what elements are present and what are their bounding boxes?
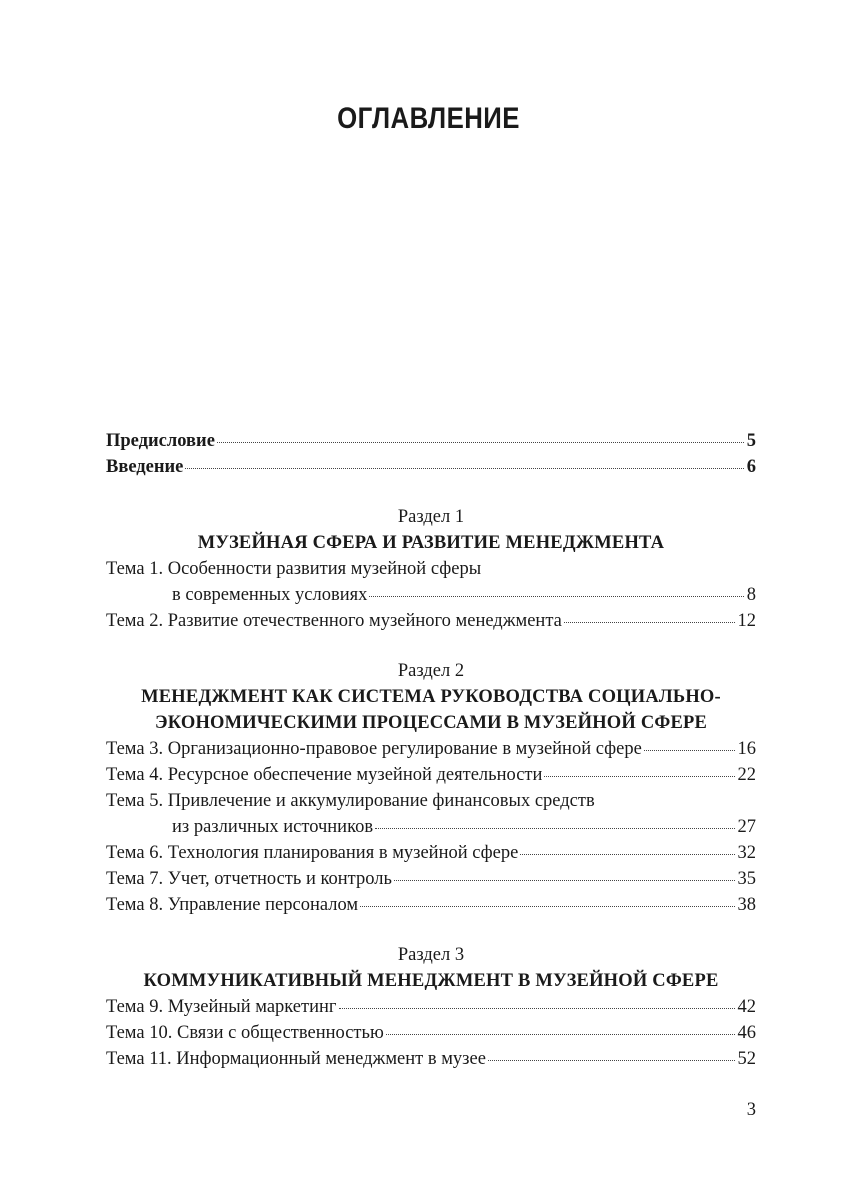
dot-leader [386, 1034, 735, 1035]
toc-entry-page: 16 [737, 739, 756, 759]
dot-leader [185, 468, 743, 469]
spacer [106, 480, 756, 504]
toc-entry-first-line[interactable]: Тема 1. Особенности развития музейной сферы [106, 559, 482, 579]
toc-entry-label: из различных источников [172, 817, 374, 837]
toc-entry-page: 6 [746, 457, 756, 477]
toc-entry-page: 46 [737, 1023, 756, 1043]
dot-leader [564, 622, 735, 623]
toc-entry-label: Тема 7. Учет, отчетность и контроль [106, 869, 392, 889]
spacer [106, 634, 756, 658]
section-number: Раздел 2 [397, 661, 465, 681]
toc-entry[interactable] [106, 892, 756, 918]
toc-entry-label: Тема 3. Организационно-правовое регулирование в музейной сфере [106, 739, 642, 759]
dot-leader [394, 880, 735, 881]
toc-entry[interactable] [106, 582, 756, 608]
toc-entry-label: Введение [106, 457, 184, 477]
toc-entry-page: 27 [737, 817, 756, 837]
toc-entry-page: 32 [737, 843, 756, 863]
dot-leader [360, 906, 734, 907]
dot-leader [488, 1060, 735, 1061]
toc-entry[interactable] [106, 866, 756, 892]
dot-leader [520, 854, 734, 855]
toc-entry-label: Тема 8. Управление персоналом [106, 895, 359, 915]
toc-entry-page: 5 [746, 431, 756, 451]
toc-entry-label: Тема 4. Ресурсное обеспечение музейной деятельности [106, 765, 543, 785]
toc-entry-label: Предисловие [106, 431, 215, 451]
toc-entry-introduction[interactable] [106, 454, 756, 480]
section-title: МЕНЕДЖМЕНТ КАК СИСТЕМА РУКОВОДСТВА СОЦИАЛЬНО- [141, 687, 721, 707]
toc-entry[interactable] [106, 814, 756, 840]
toc-entry-label: Тема 11. Информационный менеджмент в музее [106, 1049, 486, 1069]
toc-entry-label: Тема 10. Связи с общественностью [106, 1023, 384, 1043]
toc-entry-page: 8 [746, 585, 756, 605]
toc-entry-page: 22 [737, 765, 756, 785]
dot-leader [369, 596, 743, 597]
section-title: МУЗЕЙНАЯ СФЕРА И РАЗВИТИЕ МЕНЕДЖМЕНТА [197, 533, 665, 553]
toc-entry-label: Тема 6. Технология планирования в музейной сфере [106, 843, 519, 863]
dot-leader [339, 1008, 735, 1009]
toc-entry[interactable] [106, 1046, 756, 1072]
toc-entry-label: в современных условиях [172, 585, 368, 605]
toc-entry-page: 38 [737, 895, 756, 915]
toc-entry[interactable] [106, 994, 756, 1020]
toc-entry-page: 12 [737, 611, 756, 631]
toc-entry-page: 52 [737, 1049, 756, 1069]
section-title: КОММУНИКАТИВНЫЙ МЕНЕДЖМЕНТ В МУЗЕЙНОЙ СФЕРЕ [143, 971, 719, 991]
spacer [106, 918, 756, 942]
toc-entry[interactable] [106, 762, 756, 788]
toc-entry[interactable] [106, 736, 756, 762]
toc-entry[interactable] [106, 608, 756, 634]
toc-entry[interactable] [106, 1020, 756, 1046]
dot-leader [544, 776, 734, 777]
toc-entry-page: 35 [737, 869, 756, 889]
toc-entry-label: Тема 9. Музейный маркетинг [106, 997, 337, 1017]
section-number: Раздел 1 [397, 507, 465, 527]
page-title: ОГЛАВЛЕНИЕ [337, 102, 520, 135]
section-title: ЭКОНОМИЧЕСКИМИ ПРОЦЕССАМИ В МУЗЕЙНОЙ СФЕРЕ [154, 713, 708, 733]
table-of-contents [106, 428, 756, 1072]
dot-leader [375, 828, 734, 829]
dot-leader [644, 750, 735, 751]
toc-entry-preface[interactable] [106, 428, 756, 454]
page-number: 3 [746, 1100, 756, 1120]
dot-leader [217, 442, 744, 443]
toc-entry-label: Тема 2. Развитие отечественного музейного менеджмента [106, 611, 562, 631]
section-number: Раздел 3 [397, 945, 465, 965]
toc-entry[interactable] [106, 840, 756, 866]
toc-entry-first-line[interactable]: Тема 5. Привлечение и аккумулирование финансовых средств [106, 791, 595, 811]
toc-entry-page: 42 [737, 997, 756, 1017]
